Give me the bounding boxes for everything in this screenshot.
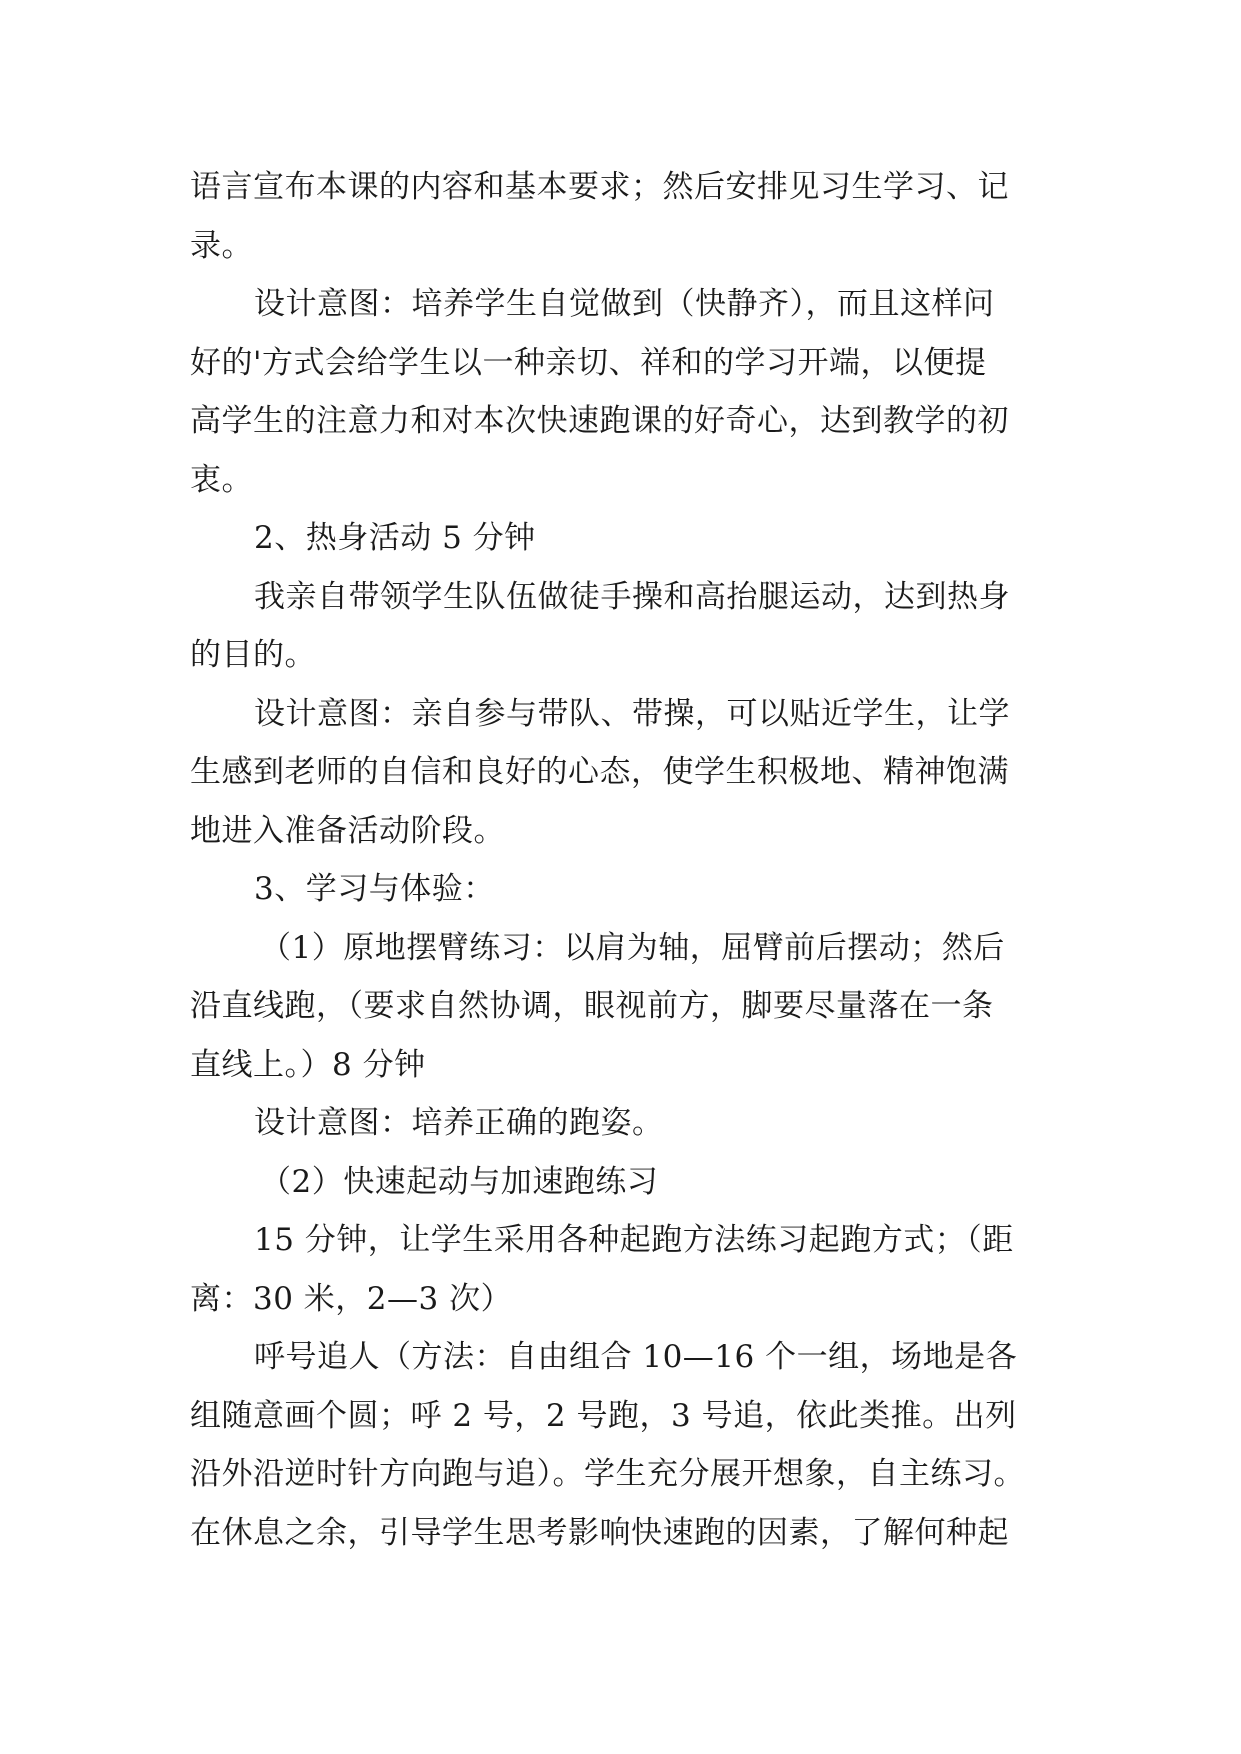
text-line: 地进入准备活动阶段。 <box>190 812 505 849</box>
text-line: 设计意图：培养正确的跑姿。 <box>254 1105 664 1141</box>
text-line: 在休息之余，引导学生思考影响快速跑的因素，了解何种起 <box>190 1514 1009 1551</box>
text-line: 设计意图：培养学生自觉做到（快静齐），而且这样问 <box>254 286 995 322</box>
text-line: 沿外沿逆时针方向跑与追）。学生充分展开想象，自主练习。 <box>190 1456 1025 1492</box>
text-line: 高学生的注意力和对本次快速跑课的好奇心，达到教学的初 <box>190 403 1009 439</box>
text-line: 呼号追人（方法：自由组合 10—16 个一组，场地是各 <box>254 1339 1018 1375</box>
text-line: 沿直线跑，（要求自然协调，眼视前方，脚要尽量落在一条 <box>190 988 994 1024</box>
text-line: （2）快速起动与加速跑练习 <box>260 1163 659 1200</box>
text-line: 15 分钟，让学生采用各种起跑方法练习起跑方式；（距 <box>254 1222 1014 1258</box>
text-line: （1）原地摆臂练习：以肩为轴，屈臂前后摆动；然后 <box>260 929 1005 966</box>
text-line: 生感到老师的自信和良好的心态，使学生积极地、精神饱满 <box>190 754 1009 790</box>
text-line: 录。 <box>190 227 253 264</box>
text-line: 的目的。 <box>190 637 316 673</box>
text-line: 我亲自带领学生队伍做徒手操和高抬腿运动，达到热身 <box>254 578 1010 615</box>
text-line: 直线上。）8 分钟 <box>190 1046 426 1083</box>
section-heading: 2、热身活动 5 分钟 <box>254 520 536 556</box>
section-heading: 3、学习与体验： <box>254 871 495 907</box>
text-line: 语言宣布本课的内容和基本要求；然后安排见习生学习、记 <box>190 169 1009 205</box>
text-line: 设计意图：亲自参与带队、带操，可以贴近学生，让学 <box>254 695 1010 732</box>
text-line: 离：30 米，2—3 次） <box>190 1280 513 1317</box>
text-line: 好的'方式会给学生以一种亲切、祥和的学习开端，以便提 <box>190 344 987 381</box>
text-line: 组随意画个圆；呼 2 号，2 号跑，3 号追，依此类推。出列 <box>190 1397 1017 1434</box>
text-line: 衷。 <box>190 461 253 498</box>
document-body <box>190 158 1060 1562</box>
